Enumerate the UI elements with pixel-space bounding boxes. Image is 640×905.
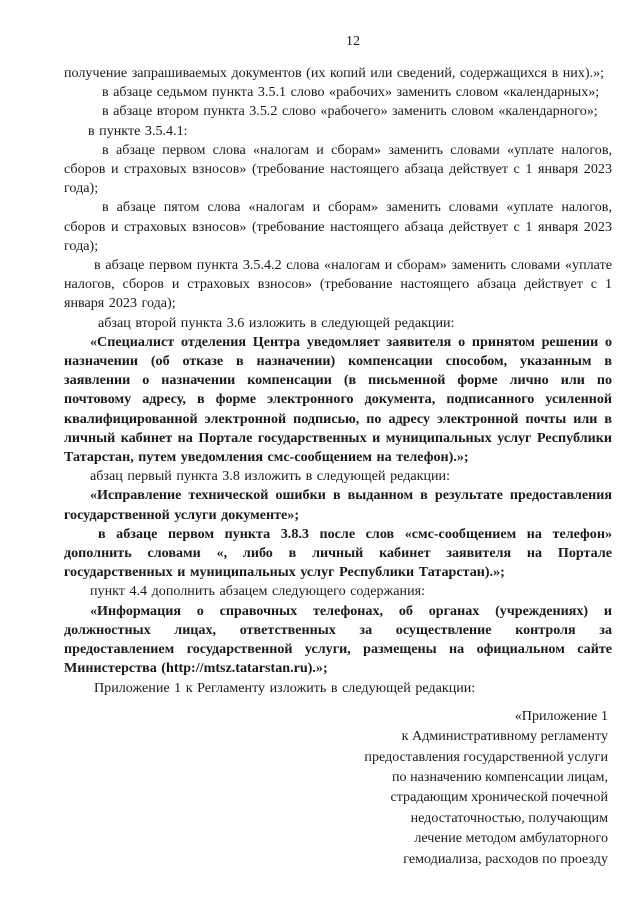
paragraph: получение запрашиваемых документов (их копий или сведений, содержащихся в них).»;: [64, 65, 605, 81]
paragraph: в абзаце седьмом пункта 3.5.1 слово «рабочих» заменить словом «календарных»;: [102, 84, 600, 101]
document-body: [64, 64, 612, 698]
appendix-line: «Приложение 1: [514, 707, 608, 724]
paragraph: в пункте 3.5.4.1:: [88, 122, 188, 139]
appendix-line: лечение методом амбулаторного: [414, 830, 608, 847]
paragraph: в абзаце первом пункта 3.5.4.2 слова «налогам и сборам» заменить словами «уплате налогов, сборов и страховых взносов» (требование настоящего абзаца действует с 1 января 2023 года);: [64, 257, 612, 312]
appendix-line: по назначению компенсации лицам,: [391, 768, 608, 785]
appendix-line: к Административному регламенту: [401, 728, 608, 745]
paragraph: «Специалист отделения Центра уведомляет заявителя о принятом решении о назначении (об отказе в назначении) компенсации способом, указанным в заявлении о назначении компенсации (в письменной форме лично или по почтовому адресу, в форме электронного документа, подписанного усиленной квалифицированной электронной подписью, по адресу электронной почты или в личный кабинет на Портале государственных и муниципальных услуг Республики Татарстан, путем уведомления смс-сообщением на телефон).»;: [64, 333, 612, 466]
paragraph: в абзаце первом пункта 3.8.3 после слов «смс-сообщением на телефон» дополнить словами «, либо в личный кабинет заявителя на Портале государственных и муниципальных услуг Республики Татарстан).»;: [64, 525, 612, 581]
paragraph: «Исправление технической ошибки в выданном в результате предоставления государственной услуги документе»;: [64, 487, 612, 523]
paragraph: абзац первый пункта 3.8 изложить в следующей редакции:: [90, 468, 451, 485]
paragraph: в абзаце пятом слова «налогам и сборам» заменить словами «уплате налогов, сборов и страховых взносов» (требование настоящего абзаца действует с 1 января 2023 года);: [64, 199, 612, 254]
paragraph: абзац второй пункта 3.6 изложить в следующей редакции:: [98, 314, 455, 331]
paragraph: в абзаце втором пункта 3.5.2 слово «рабочего» заменить словом «календарного»;: [102, 103, 598, 120]
paragraph: пункт 4.4 дополнить абзацем следующего содержания:: [90, 583, 426, 600]
appendix-line: предоставления государственной услуги: [364, 748, 608, 765]
paragraph: «Информация о справочных телефонах, об органах (учреждениях) и должностных лицах, ответственных за осуществление контроля за предоставлением государственной услуги, размещены на официальном сайте Министерства (http://mtsz.tatarstan.ru).»;: [64, 602, 612, 677]
appendix-line: недостаточностью, получающим: [410, 809, 608, 826]
paragraph: в абзаце первом слова «налогам и сборам» заменить словами «уплате налогов, сборов и страховых взносов» (требование настоящего абзаца действует с 1 января 2023 года);: [64, 141, 612, 197]
appendix-line: гемодиализа, расходов по проезду: [403, 850, 608, 867]
appendix-line: страдающим хронической почечной: [390, 789, 608, 806]
page-number: 12: [346, 34, 360, 49]
paragraph: Приложение 1 к Регламенту изложить в следующей редакции:: [94, 679, 476, 696]
appendix-header: [64, 706, 612, 869]
